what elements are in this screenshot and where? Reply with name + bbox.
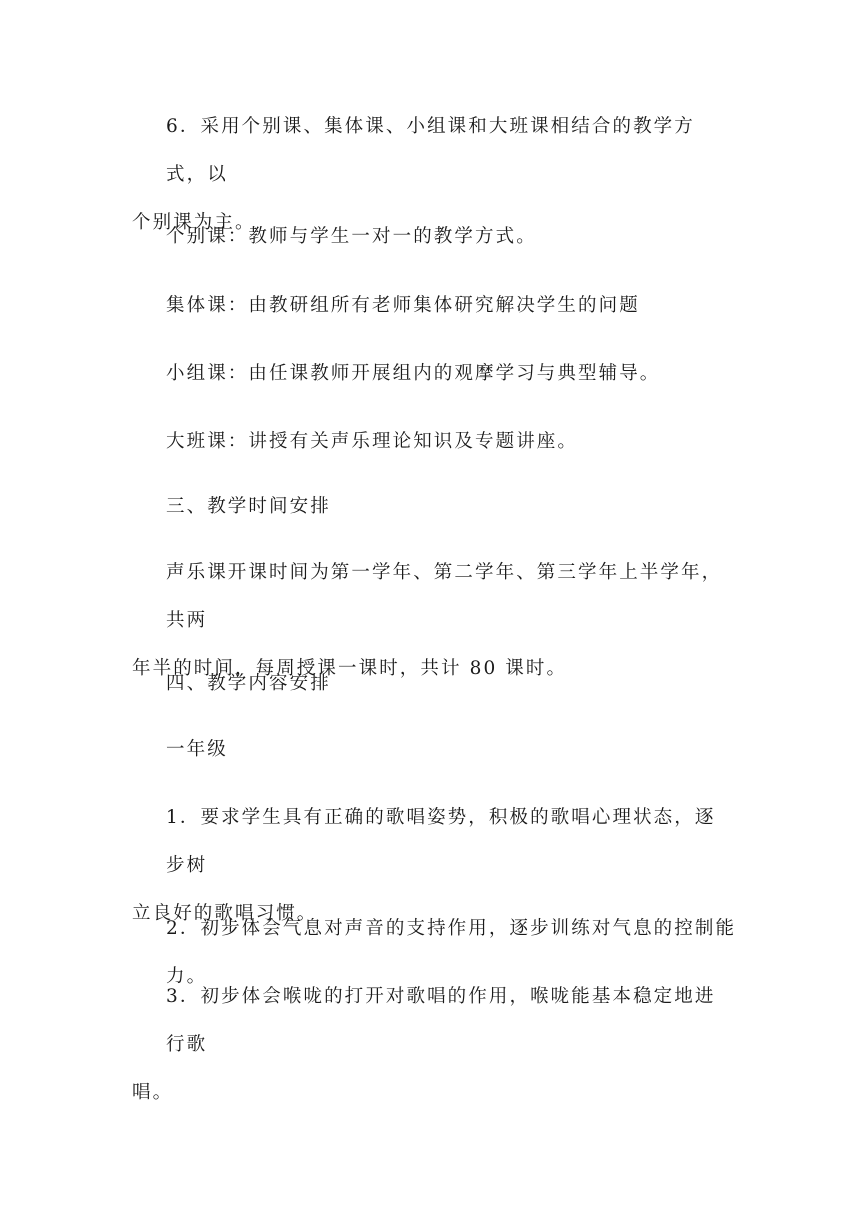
section-heading-schedule: 三、教学时间安排: [166, 496, 331, 517]
paragraph-line: 声乐课开课时间为第一学年、第二学年、第三学年上半学年，共两: [166, 562, 723, 631]
paragraph-line: 个别课为主。: [132, 212, 256, 233]
paragraph-large-class: 大班课：讲授有关声乐理论知识及专题讲座。: [166, 431, 579, 452]
paragraph-line: 3．初步体会喉咙的打开对歌唱的作用，喉咙能基本稳定地进行歌: [166, 986, 716, 1055]
paragraph-item-3: [132, 973, 732, 1117]
section-heading-content: 四、教学内容安排: [166, 673, 331, 694]
paragraph-item-2: 2．初步体会气息对声音的支持作用，逐步训练对气息的控制能力。: [166, 918, 737, 987]
paragraph-line: 唱。: [132, 1082, 174, 1103]
paragraph-line: 1．要求学生具有正确的歌唱姿势，积极的歌唱心理状态，逐步树: [166, 807, 716, 876]
paragraph-line: 年半的时间，每周授课一课时，共计 80 课时。: [132, 658, 568, 679]
paragraph-line: 6．采用个别课、集体课、小组课和大班课相结合的教学方式，以: [166, 116, 695, 185]
paragraph-line: 立良好的歌唱习惯。: [132, 903, 318, 924]
paragraph-individual-class: 个别课：教师与学生一对一的教学方式。: [166, 226, 537, 247]
subheading-grade-one: 一年级: [166, 739, 228, 760]
paragraph-group-class: 集体课：由教研组所有老师集体研究解决学生的问题: [166, 295, 640, 316]
paragraph-small-group-class: 小组课：由任课教师开展组内的观摩学习与典型辅导。: [166, 363, 661, 384]
